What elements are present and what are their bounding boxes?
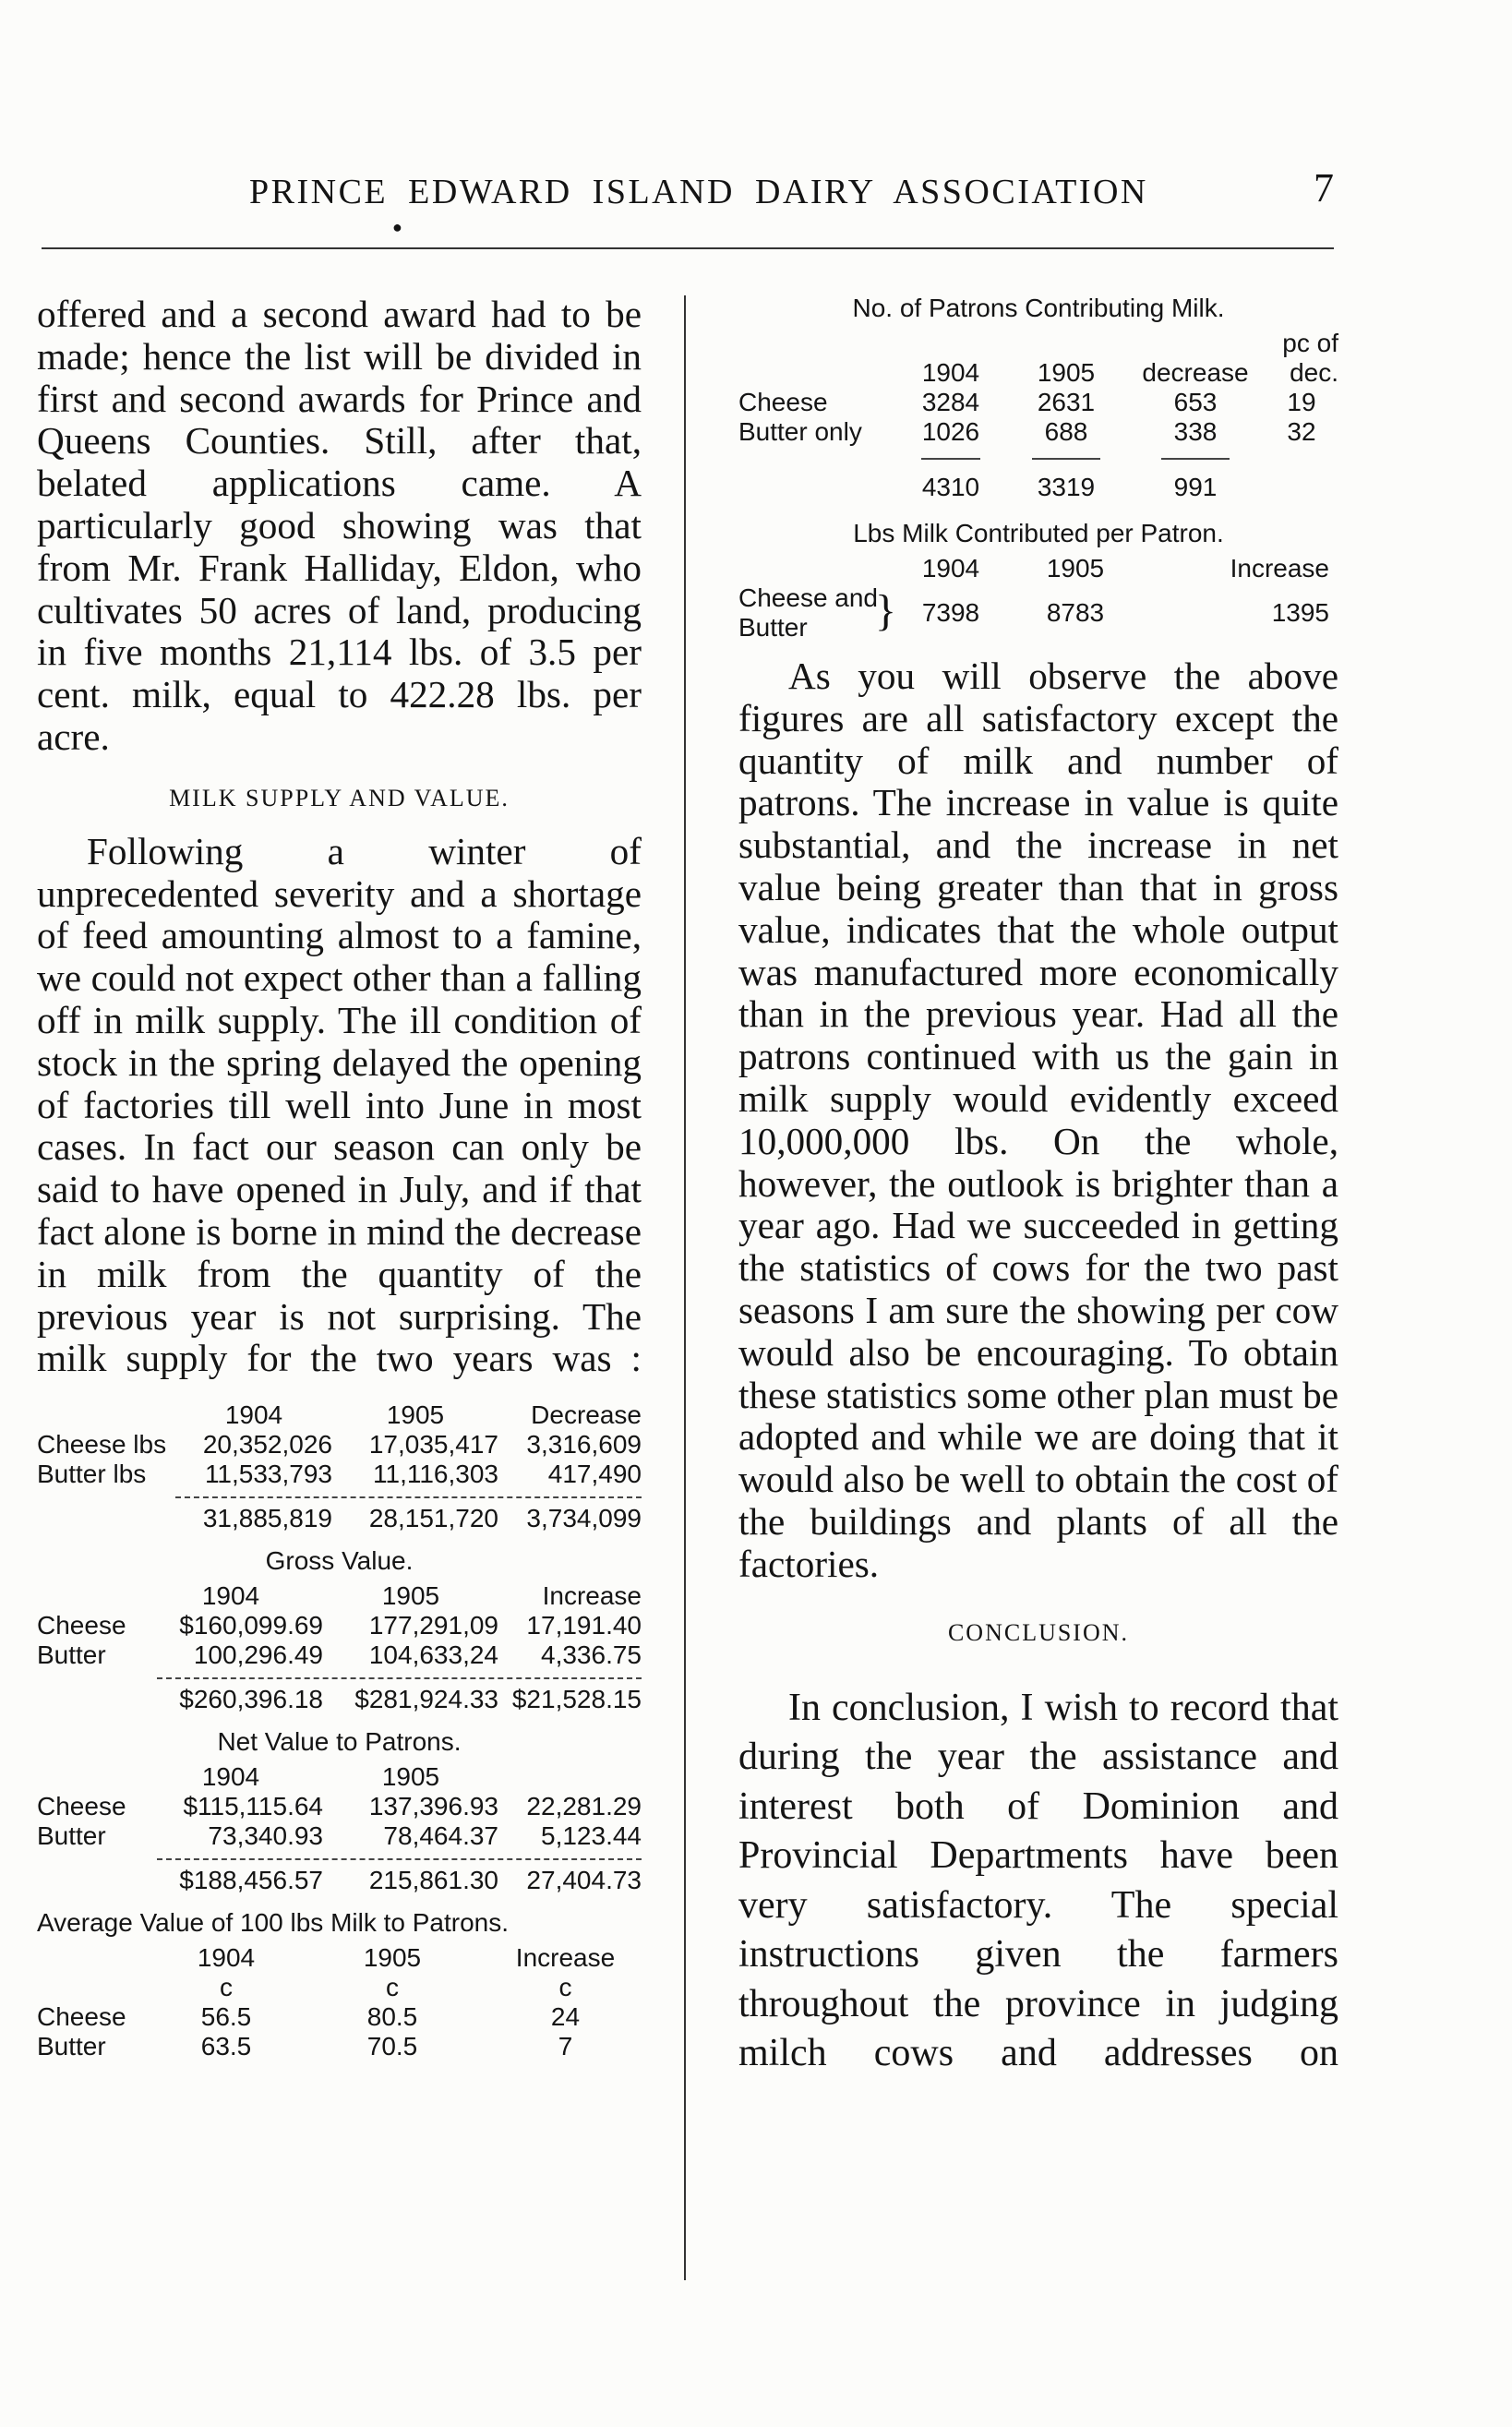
table-cell: 4,336.75 bbox=[541, 1640, 642, 1670]
table-cell: 20,352,026 bbox=[202, 1430, 332, 1460]
total-cell: 31,885,819 bbox=[202, 1504, 332, 1533]
average-value-table bbox=[37, 1908, 642, 2061]
table-cell: 11,116,303 bbox=[373, 1460, 498, 1489]
milk-supply-paragraph: Following a winter of unprecedented severity and a shortage of feed amounting almost to a famine, we could not expect other than a falling off in milk supply. The ill condition of stock in the spring delayed the opening of factories till well into June in most cases. In fact our season can only be said to have opened in July, and if that fact alone is borne in mind the decrease in milk from the quantity of the previous year is not surprising. The milk supply for the two years was : bbox=[37, 829, 642, 1380]
table-cell: 63.5 bbox=[200, 2032, 252, 2061]
table-cell: 56.5 bbox=[200, 2002, 252, 2032]
brace-icon: } bbox=[875, 586, 897, 635]
page-number: 7 bbox=[1314, 165, 1334, 210]
total-rule bbox=[157, 1677, 642, 1679]
conclusion-paragraph: In conclusion, I wish to record that during the year the assistance and interest both of Dominion and Provincial Departments have been very satisfactory. The special instructions given the farmers throughout the province in judging milch cows and addresses on bbox=[738, 1686, 1338, 2075]
column-divider bbox=[684, 295, 686, 2280]
table-cell: 1395 bbox=[1271, 598, 1329, 627]
col-header: Increase bbox=[542, 1581, 642, 1611]
table-cell: 104,633,24 bbox=[368, 1640, 498, 1670]
page-header bbox=[42, 164, 1334, 236]
col-header: 1904 bbox=[224, 1400, 283, 1430]
table-cell: 5,123.44 bbox=[541, 1821, 642, 1851]
total-rule bbox=[1161, 458, 1230, 460]
table-cell: 70.5 bbox=[366, 2032, 418, 2061]
total-rule bbox=[175, 1496, 642, 1498]
col-header: 1905 bbox=[386, 1400, 445, 1430]
table-cell: 8783 bbox=[1046, 598, 1105, 627]
table-cell: 32 bbox=[1287, 417, 1316, 446]
table-title: No. of Patrons Contributing Milk. bbox=[852, 294, 1225, 322]
col-header: 1904 bbox=[921, 554, 980, 583]
table-cell: 177,291,09 bbox=[368, 1611, 498, 1640]
row-label: Butter only bbox=[738, 417, 862, 446]
table-cell: $115,115.64 bbox=[183, 1792, 323, 1821]
col-header: 1905 bbox=[363, 1943, 422, 1973]
table-cell: 17,035,417 bbox=[368, 1430, 498, 1460]
table-cell: 688 bbox=[1044, 417, 1088, 446]
table-cell: 7398 bbox=[921, 598, 980, 627]
row-label: Cheese bbox=[37, 2002, 126, 2032]
col-header: dec. bbox=[1290, 358, 1338, 387]
total-cell: $188,456.57 bbox=[179, 1866, 323, 1895]
total-cell: 4310 bbox=[921, 473, 980, 501]
col-header: 1904 bbox=[201, 1762, 260, 1792]
row-label: Cheese bbox=[37, 1792, 126, 1821]
col-header: 1904 bbox=[921, 358, 980, 387]
intro-paragraph: offered and a second award had to be made; hence the list will be divided in first and second awards for Prince and Queens Counties. Still, after that, belated applications came. A particularly good showing was that from Mr. Frank Halliday, Eldon, who cultivates 50 acres of land, producing in five months 21,114 lbs. of 3.5 per cent. milk, equal to 422.28 lbs. per acre. bbox=[37, 293, 642, 758]
table-cell: 17,191.40 bbox=[526, 1611, 642, 1640]
table-cell: 7 bbox=[558, 2032, 573, 2061]
milk-supply-table bbox=[37, 1400, 642, 1533]
col-header: 1905 bbox=[381, 1581, 440, 1611]
row-label: Butter bbox=[37, 1821, 106, 1851]
patrons-table bbox=[738, 294, 1338, 502]
table-cell: 338 bbox=[1173, 417, 1218, 446]
total-cell: 3319 bbox=[1037, 473, 1096, 501]
unit-cell: c bbox=[386, 1973, 399, 2002]
col-header: Increase bbox=[515, 1943, 616, 1973]
table-cell: 1026 bbox=[921, 417, 980, 446]
row-label-line: Cheese and bbox=[738, 583, 879, 612]
table-cell: 73,340.93 bbox=[208, 1821, 323, 1851]
conclusion-heading: CONCLUSION. bbox=[947, 1618, 1130, 1646]
col-header: Increase bbox=[1230, 554, 1329, 583]
right-column bbox=[738, 294, 1338, 2079]
table-cell: 3284 bbox=[921, 388, 980, 416]
table-cell: 80.5 bbox=[366, 2002, 418, 2032]
running-title: PRINCE EDWARD ISLAND DAIRY ASSOCIATION bbox=[249, 173, 1148, 211]
unit-cell: c bbox=[220, 1973, 233, 2002]
gross-value-table bbox=[37, 1546, 642, 1714]
milk-supply-heading: MILK SUPPLY AND VALUE. bbox=[169, 784, 510, 811]
col-header: 1905 bbox=[1037, 358, 1096, 387]
table-cell: 19 bbox=[1287, 388, 1316, 416]
total-rule bbox=[921, 458, 980, 460]
total-rule bbox=[1032, 458, 1100, 460]
table-title: Net Value to Patrons. bbox=[217, 1727, 462, 1757]
total-cell: $281,924.33 bbox=[354, 1685, 498, 1714]
col-header: pc of bbox=[1282, 329, 1338, 357]
header-rule bbox=[42, 247, 1334, 249]
row-label: Cheese lbs bbox=[37, 1430, 167, 1460]
col-header: 1904 bbox=[197, 1943, 256, 1973]
row-label: Cheese bbox=[37, 1611, 126, 1640]
table-cell: 137,396.93 bbox=[368, 1792, 498, 1821]
total-cell: $21,528.15 bbox=[511, 1685, 642, 1714]
unit-cell: c bbox=[558, 1973, 572, 2002]
table-cell: 24 bbox=[550, 2002, 581, 2032]
row-label bbox=[738, 583, 895, 643]
col-header: 1905 bbox=[1046, 554, 1105, 583]
left-column bbox=[37, 294, 642, 2061]
row-label: Butter lbs bbox=[37, 1460, 147, 1489]
net-value-table bbox=[37, 1727, 642, 1895]
row-label: Butter bbox=[37, 2032, 106, 2061]
table-cell: 2631 bbox=[1037, 388, 1096, 416]
col-header: 1905 bbox=[381, 1762, 440, 1792]
total-cell: 991 bbox=[1173, 473, 1218, 501]
total-cell: 215,861.30 bbox=[368, 1866, 498, 1895]
row-label: Cheese bbox=[738, 388, 828, 416]
total-cell: 27,404.73 bbox=[526, 1866, 642, 1895]
lbs-per-patron-table bbox=[738, 519, 1338, 643]
table-title: Average Value of 100 lbs Milk to Patrons. bbox=[37, 1908, 510, 1938]
row-label: Butter bbox=[37, 1640, 106, 1670]
table-cell: 78,464.37 bbox=[383, 1821, 498, 1851]
table-title: Lbs Milk Contributed per Patron. bbox=[853, 519, 1224, 547]
table-cell: 22,281.29 bbox=[526, 1792, 642, 1821]
table-cell: 3,316,609 bbox=[526, 1430, 642, 1460]
table-cell: 11,533,793 bbox=[204, 1460, 332, 1489]
col-header: decrease bbox=[1142, 358, 1249, 387]
observe-paragraph: As you will observe the above figures are all satisfactory except the quantity of milk and number of patrons. The increase in value is quite substantial, and the increase in net value being greater than that in gross value, indicates that the whole output was manufactured more economically than in the previous year. Had all the patrons continued with us the gain in milk supply would evidently exceed 10,000,000 lbs. On the whole, however, the outlook is brighter than a year ago. Had we succeeded in getting the statistics of cows for the two past seasons I am sure the showing per cow would also be encouraging. To obtain these statistics some other plan must be adopted and while we are doing that it would also be well to obtain the cost of the buildings and plants of all the factories. bbox=[738, 655, 1338, 1585]
table-cell: $160,099.69 bbox=[179, 1611, 323, 1640]
total-rule bbox=[157, 1858, 642, 1860]
col-header: Decrease bbox=[531, 1400, 642, 1430]
total-cell: 3,734,099 bbox=[526, 1504, 642, 1533]
col-header: 1904 bbox=[201, 1581, 260, 1611]
table-title: Gross Value. bbox=[265, 1546, 414, 1576]
table-cell: 100,296.49 bbox=[193, 1640, 323, 1670]
ink-mark: ● bbox=[392, 218, 402, 236]
total-cell: 28,151,720 bbox=[368, 1504, 498, 1533]
table-cell: 417,490 bbox=[547, 1460, 642, 1489]
total-cell: $260,396.18 bbox=[179, 1685, 323, 1714]
row-label-line: Butter bbox=[738, 613, 808, 642]
table-cell: 653 bbox=[1173, 388, 1218, 416]
